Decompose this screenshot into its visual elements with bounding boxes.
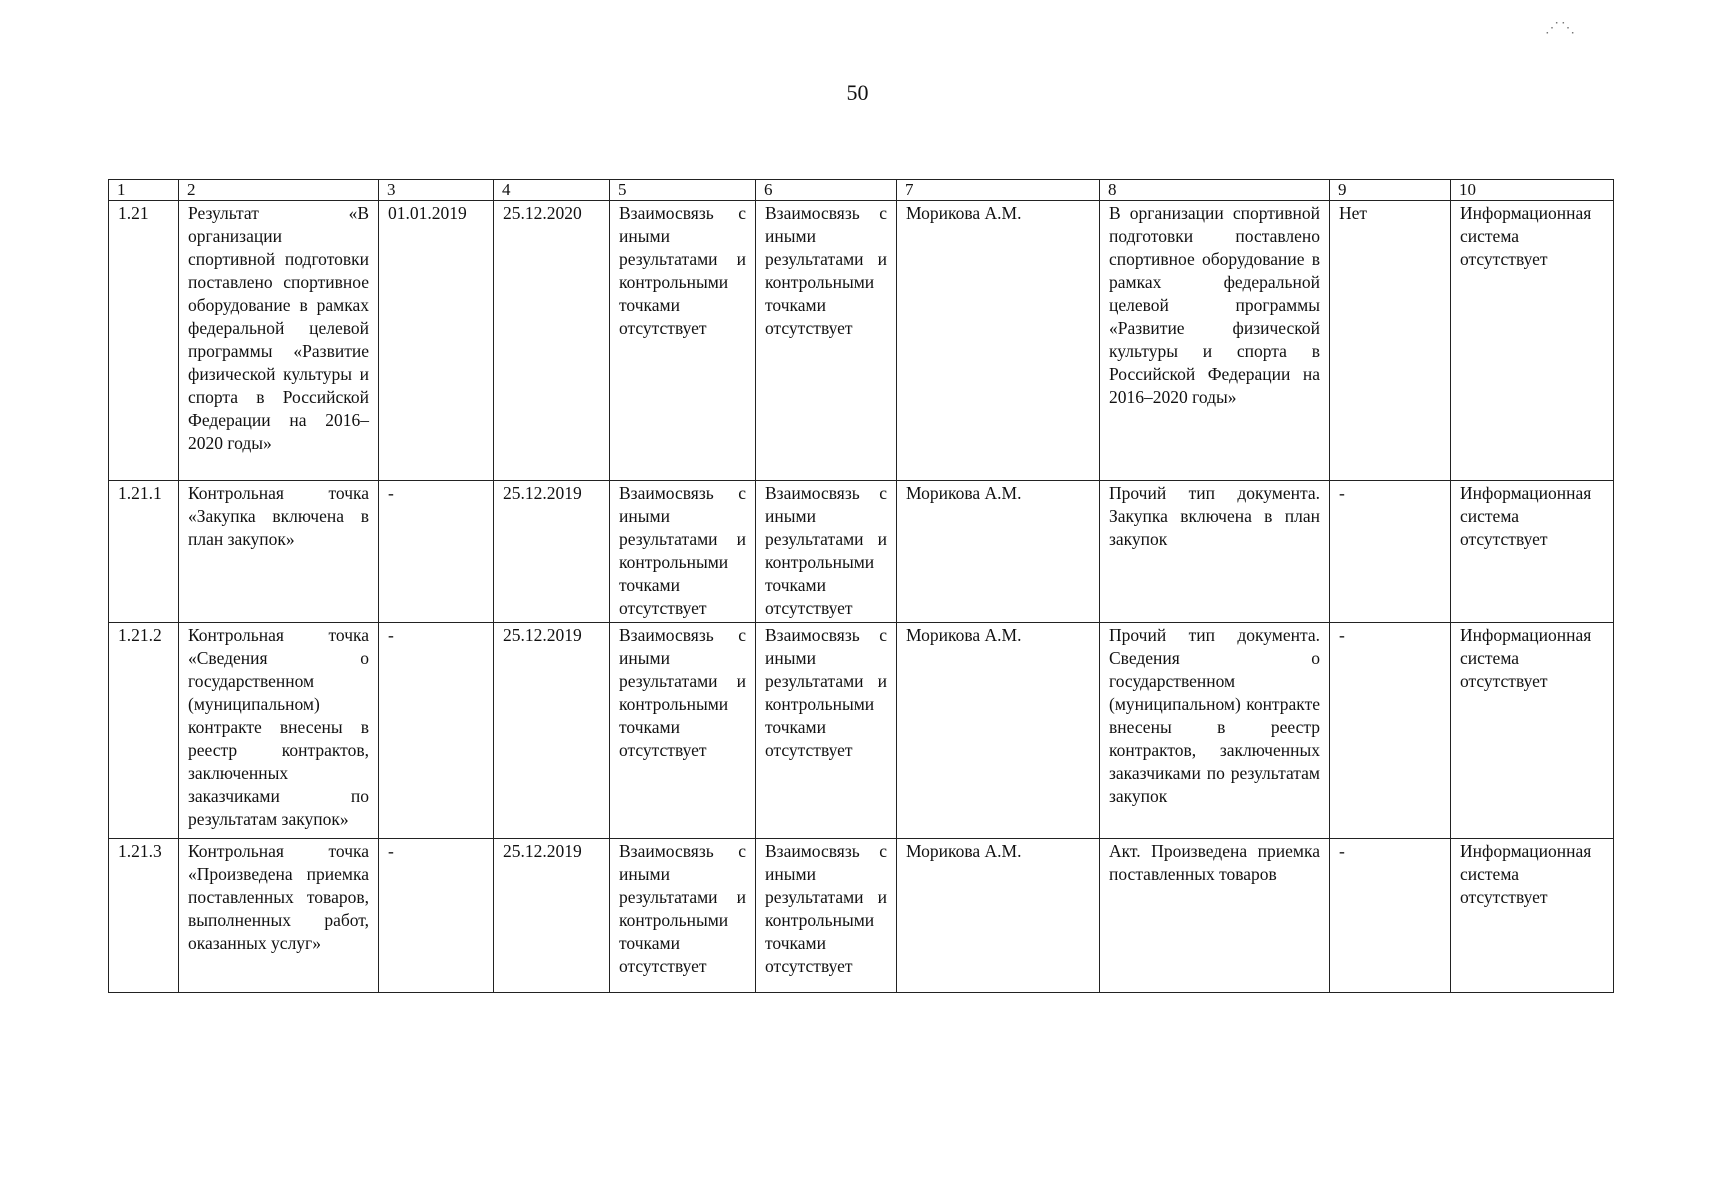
information-system: Информационная система отсутствует <box>1451 839 1614 993</box>
table-row <box>109 839 1614 993</box>
document-type: Прочий тип документа. Сведения о государственном (муниципальном) контракте внесены в реестр контрактов, заключенных заказчиками по результатам закупок <box>1100 623 1330 839</box>
control-level: - <box>1330 481 1451 623</box>
responsible-person: Морикова А.М. <box>897 201 1100 481</box>
column-header: 2 <box>179 180 379 201</box>
row-number: 1.21.2 <box>109 623 179 839</box>
document-type: Акт. Произведена приемка поставленных товаров <box>1100 839 1330 993</box>
page-number: 50 <box>846 80 869 105</box>
relation-next: Взаимосвязь с иными результатами и контрольными точками отсутствует <box>756 839 897 993</box>
row-number: 1.21.1 <box>109 481 179 623</box>
end-date: 25.12.2019 <box>494 839 610 993</box>
responsible-person: Морикова А.М. <box>897 623 1100 839</box>
column-header: 4 <box>494 180 610 201</box>
relation-next: Взаимосвязь с иными результатами и контрольными точками отсутствует <box>756 201 897 481</box>
column-header: 3 <box>379 180 494 201</box>
result-name: Контрольная точка «Закупка включена в план закупок» <box>179 481 379 623</box>
column-header: 5 <box>610 180 756 201</box>
end-date: 25.12.2019 <box>494 623 610 839</box>
responsible-person: Морикова А.М. <box>897 839 1100 993</box>
document-type: В организации спортивной подготовки поставлено спортивное оборудование в рамках федеральной целевой программы «Развитие физической культуры и спорта в Российской Федерации на 2016–2020 годы» <box>1100 201 1330 481</box>
column-header: 8 <box>1100 180 1330 201</box>
relation-next: Взаимосвязь с иными результатами и контрольными точками отсутствует <box>756 623 897 839</box>
information-system: Информационная система отсутствует <box>1451 481 1614 623</box>
control-level: - <box>1330 623 1451 839</box>
scan-artifact-icon: ⋰⋱ <box>1545 21 1577 36</box>
column-header: 7 <box>897 180 1100 201</box>
table-row <box>109 201 1614 481</box>
control-level: - <box>1330 839 1451 993</box>
table-row <box>109 481 1614 623</box>
column-header: 1 <box>109 180 179 201</box>
responsible-person: Морикова А.М. <box>897 481 1100 623</box>
start-date: - <box>379 481 494 623</box>
information-system: Информационная система отсутствует <box>1451 201 1614 481</box>
row-number: 1.21 <box>109 201 179 481</box>
result-name: Контрольная точка «Сведения о государственном (муниципальном) контракте внесены в реестр контрактов, заключенных заказчиками по результатам закупок» <box>179 623 379 839</box>
relation-next: Взаимосвязь с иными результатами и контрольными точками отсутствует <box>756 481 897 623</box>
relation-previous: Взаимосвязь с иными результатами и контрольными точками отсутствует <box>610 839 756 993</box>
relation-previous: Взаимосвязь с иными результатами и контрольными точками отсутствует <box>610 201 756 481</box>
document-type: Прочий тип документа. Закупка включена в план закупок <box>1100 481 1330 623</box>
start-date: - <box>379 623 494 839</box>
end-date: 25.12.2019 <box>494 481 610 623</box>
result-name: Контрольная точка «Произведена приемка поставленных товаров, выполненных работ, оказанных услуг» <box>179 839 379 993</box>
column-header: 6 <box>756 180 897 201</box>
start-date: - <box>379 839 494 993</box>
table-row <box>109 623 1614 839</box>
information-system: Информационная система отсутствует <box>1451 623 1614 839</box>
relation-previous: Взаимосвязь с иными результатами и контрольными точками отсутствует <box>610 481 756 623</box>
row-number: 1.21.3 <box>109 839 179 993</box>
relation-previous: Взаимосвязь с иными результатами и контрольными точками отсутствует <box>610 623 756 839</box>
result-name: Результат «В организации спортивной подготовки поставлено спортивное оборудование в рамках федеральной целевой программы «Развитие физической культуры и спорта в Российской Федерации на 2016–2020 годы» <box>179 201 379 481</box>
control-level: Нет <box>1330 201 1451 481</box>
start-date: 01.01.2019 <box>379 201 494 481</box>
plan-table <box>108 179 1614 993</box>
table-header-row <box>109 180 1614 201</box>
end-date: 25.12.2020 <box>494 201 610 481</box>
column-header: 9 <box>1330 180 1451 201</box>
column-header: 10 <box>1451 180 1614 201</box>
